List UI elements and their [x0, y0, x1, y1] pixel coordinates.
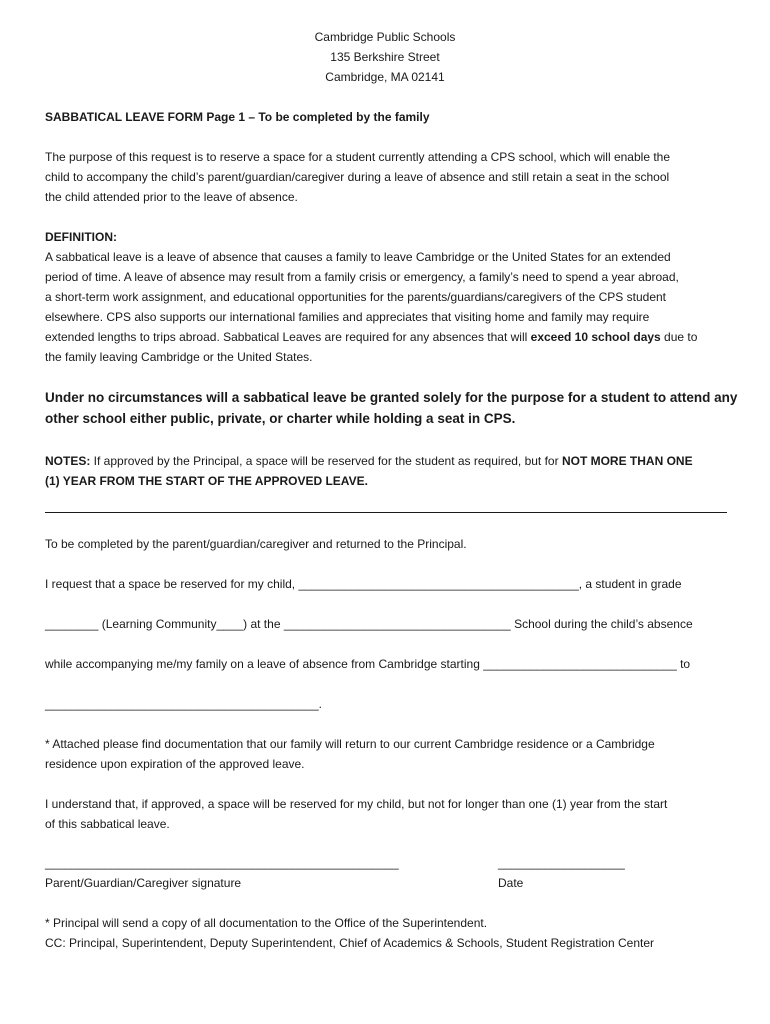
definition-line-3: a short-term work assignment, and educational opportunities for the parents/guardians/caregivers of the CPS student [45, 290, 667, 304]
request-line-3[interactable]: while accompanying me/my family on a leave of absence from Cambridge starting _____________________________ to [45, 657, 691, 671]
definition-emphasis: exceed 10 school days [530, 330, 661, 344]
notes-emphasis-2: (1) YEAR FROM THE START OF THE APPROVED LEAVE. [45, 474, 368, 488]
definition-heading: DEFINITION: [45, 230, 117, 244]
signature-field[interactable]: _____________________________________________________ [45, 856, 399, 870]
header-street: 135 Berkshire Street [330, 50, 440, 64]
date-field[interactable]: ___________________ [498, 856, 625, 870]
understand-line-2: of this sabbatical leave. [45, 817, 170, 831]
header-city: Cambridge, MA 02141 [325, 70, 445, 84]
definition-line-1: A sabbatical leave is a leave of absence that causes a family to leave Cambridge or the United States for an extended [45, 250, 671, 264]
principal-note: * Principal will send a copy of all documentation to the Office of the Superintendent. [45, 916, 488, 930]
definition-line-6: the family leaving Cambridge or the United States. [45, 350, 313, 364]
notes-text: If approved by the Principal, a space will be reserved for the student as required, but for [90, 454, 562, 468]
request-line-4[interactable]: _________________________________________. [45, 697, 322, 711]
understand-line-1: I understand that, if approved, a space will be reserved for my child, but not for longer than one (1) year from the start [45, 797, 668, 811]
signature-label: Parent/Guardian/Caregiver signature [45, 876, 242, 890]
form-intro: To be completed by the parent/guardian/caregiver and returned to the Principal. [45, 537, 467, 551]
notes-emphasis-1: NOT MORE THAN ONE [561, 454, 693, 468]
definition-line-5-start: extended lengths to trips abroad. Sabbatical Leaves are required for any absences that will [45, 330, 531, 344]
purpose-line-1: The purpose of this request is to reserve a space for a student currently attending a CPS school, which will enable the [45, 150, 671, 164]
attached-line-2: residence upon expiration of the approved leave. [45, 757, 305, 771]
header-org: Cambridge Public Schools [314, 30, 456, 44]
section-divider [45, 512, 727, 513]
warning-line-1: Under no circumstances will a sabbatical leave be granted solely for the purpose for a student to attend any [45, 390, 738, 405]
definition-line-2: period of time. A leave of absence may result from a family crisis or emergency, a family’s need to spend a year abroad, [45, 270, 679, 284]
attached-line-1: * Attached please find documentation that our family will return to our current Cambridge residence or a Cambridge [45, 737, 655, 751]
request-line-2[interactable]: ________ (Learning Community____) at the __________________________________ School during the child’s absence [45, 617, 693, 631]
definition-line-5 [45, 327, 730, 347]
notes-line-1 [45, 451, 730, 471]
definition-line-5-end: due to [660, 330, 698, 344]
purpose-line-3: the child attended prior to the leave of absence. [45, 190, 298, 204]
warning-line-2: other school either public, private, or charter while holding a seat in CPS. [45, 411, 516, 426]
cc-line: CC: Principal, Superintendent, Deputy Superintendent, Chief of Academics & Schools, Student Registration Center [45, 936, 655, 950]
purpose-line-2: child to accompany the child’s parent/guardian/caregiver during a leave of absence and still retain a seat in the school [45, 170, 670, 184]
date-label: Date [498, 876, 524, 890]
notes-label: NOTES: [45, 454, 91, 468]
definition-line-4: elsewhere. CPS also supports our international families and appreciates that visiting home and family may require [45, 310, 650, 324]
form-title: SABBATICAL LEAVE FORM Page 1 – To be completed by the family [45, 110, 430, 124]
request-line-1[interactable]: I request that a space be reserved for my child, __________________________________________, a student in grade [45, 577, 682, 591]
